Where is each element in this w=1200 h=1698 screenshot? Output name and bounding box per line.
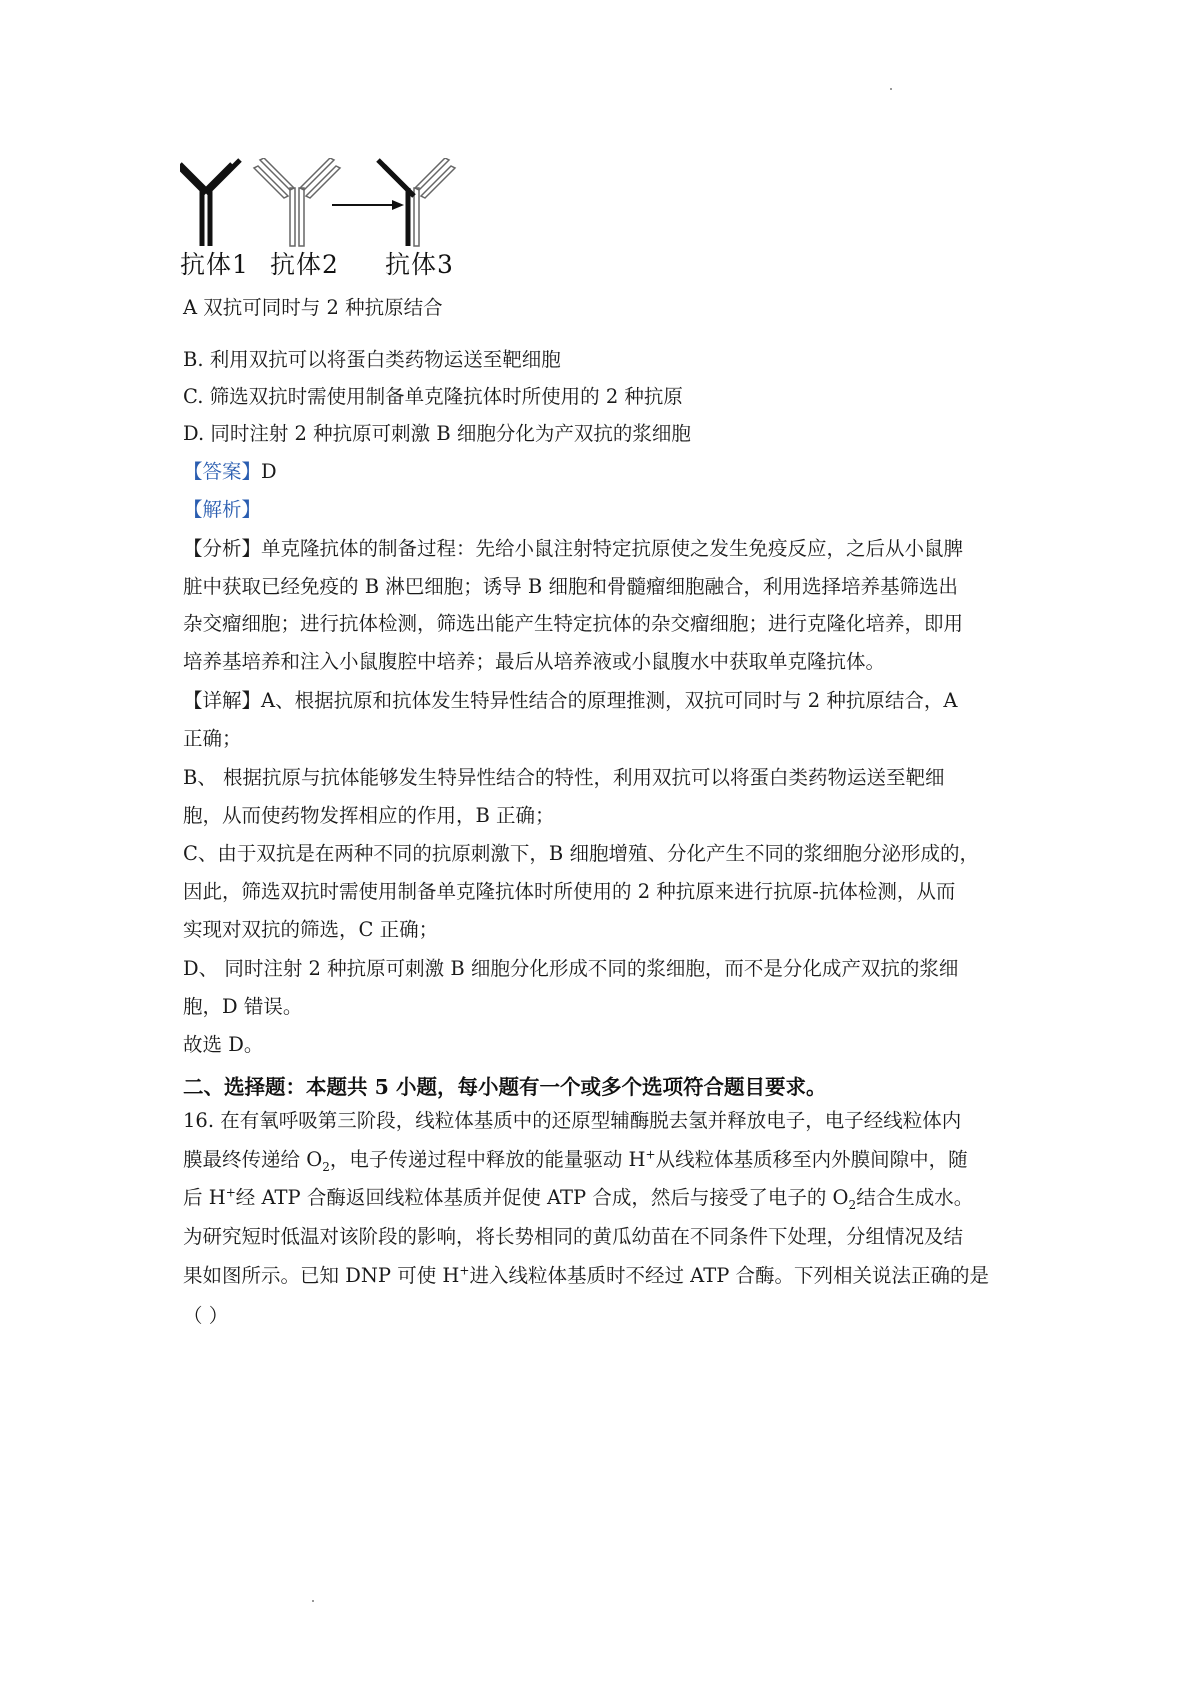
answer-line bbox=[183, 460, 277, 484]
detail-line: 胞，D 错误。 bbox=[183, 995, 303, 1018]
question-16-line: （ ） bbox=[183, 1304, 229, 1327]
question-16-line: 后 H+经 ATP 合酶返回线粒体基质并促使 ATP 合成，然后与接受了电子的 $O_2$结合生成水。 bbox=[183, 1185, 974, 1212]
antibody-1-icon bbox=[180, 160, 240, 246]
question-16-line: 膜最终传递给 $O_2$，电子传递过程中释放的能量驱动 H+从线粒体基质移至内外膜间隙中，随 bbox=[183, 1147, 968, 1174]
option-d: D. 同时注射 2 种抗原可刺激 B 细胞分化为产双抗的浆细胞 bbox=[183, 422, 691, 445]
option-a: A 双抗可同时与 2 种抗原结合 bbox=[183, 296, 443, 319]
detail-line: 故选 D。 bbox=[183, 1033, 264, 1056]
analysis-line: 杂交瘤细胞；进行抗体检测，筛选出能产生特定抗体的杂交瘤细胞；进行克隆化培养，即用 bbox=[183, 612, 964, 635]
antibody-2-icon bbox=[254, 158, 340, 246]
antibody-2-label: 抗体2 bbox=[270, 250, 339, 279]
analysis-line: 【分析】单克隆抗体的制备过程：先给小鼠注射特定抗原使之发生免疫反应，之后从小鼠脾 bbox=[183, 537, 964, 560]
option-b: B. 利用双抗可以将蛋白类药物运送至靶细胞 bbox=[183, 348, 561, 371]
antibody-1-label: 抗体1 bbox=[180, 250, 249, 279]
detail-line: 【详解】A、根据抗原和抗体发生特异性结合的原理推测，双抗可同时与 2 种抗原结合，A bbox=[183, 689, 958, 712]
scan-speck bbox=[312, 1600, 314, 1602]
analysis-tag: 【解析】 bbox=[183, 498, 262, 521]
antibody-3-icon bbox=[378, 158, 455, 246]
option-c: C. 筛选双抗时需使用制备单克隆抗体时所使用的 2 种抗原 bbox=[183, 385, 683, 408]
detail-line: D、 同时注射 2 种抗原可刺激 B 细胞分化形成不同的浆细胞，而不是分化成产双抗的浆细 bbox=[183, 957, 959, 980]
answer-tag: 【答案】 bbox=[183, 460, 262, 483]
antibody-3-label: 抗体3 bbox=[385, 250, 454, 279]
section-heading: 二、选择题：本题共 5 小题，每小题有一个或多个选项符合题目要求。 bbox=[183, 1075, 827, 1099]
detail-line: 胞，从而使药物发挥相应的作用，B 正确； bbox=[183, 804, 555, 827]
scan-speck bbox=[890, 88, 892, 90]
detail-line: 因此，筛选双抗时需使用制备单克隆抗体时所使用的 2 种抗原来进行抗原-抗体检测，从而 bbox=[183, 880, 956, 903]
question-16-line: 为研究短时低温对该阶段的影响，将长势相同的黄瓜幼苗在不同条件下处理，分组情况及结 bbox=[183, 1225, 964, 1248]
antibody-diagram bbox=[180, 158, 510, 248]
question-16-line: 16. 在有氧呼吸第三阶段，线粒体基质中的还原型辅酶脱去氢并释放电子，电子经线粒体内 bbox=[183, 1109, 962, 1132]
analysis-line: 脏中获取已经免疫的 B 淋巴细胞；诱导 B 细胞和骨髓瘤细胞融合，利用选择培养基筛选出 bbox=[183, 575, 958, 598]
detail-line: B、 根据抗原与抗体能够发生特异性结合的特性，利用双抗可以将蛋白类药物运送至靶细 bbox=[183, 766, 945, 789]
detail-line: C、由于双抗是在两种不同的抗原刺激下，B 细胞增殖、分化产生不同的浆细胞分泌形成的， bbox=[183, 842, 979, 865]
arrow-icon bbox=[332, 200, 404, 210]
detail-line: 实现对双抗的筛选，C 正确； bbox=[183, 918, 439, 941]
analysis-line: 培养基培养和注入小鼠腹腔中培养；最后从培养液或小鼠腹水中获取单克隆抗体。 bbox=[183, 650, 886, 673]
question-16-line: 果如图所示。已知 DNP 可使 H+进入线粒体基质时不经过 ATP 合酶。下列相关说法正确的是 bbox=[183, 1263, 990, 1287]
detail-line: 正确； bbox=[183, 727, 242, 750]
answer-value: D bbox=[261, 460, 277, 483]
